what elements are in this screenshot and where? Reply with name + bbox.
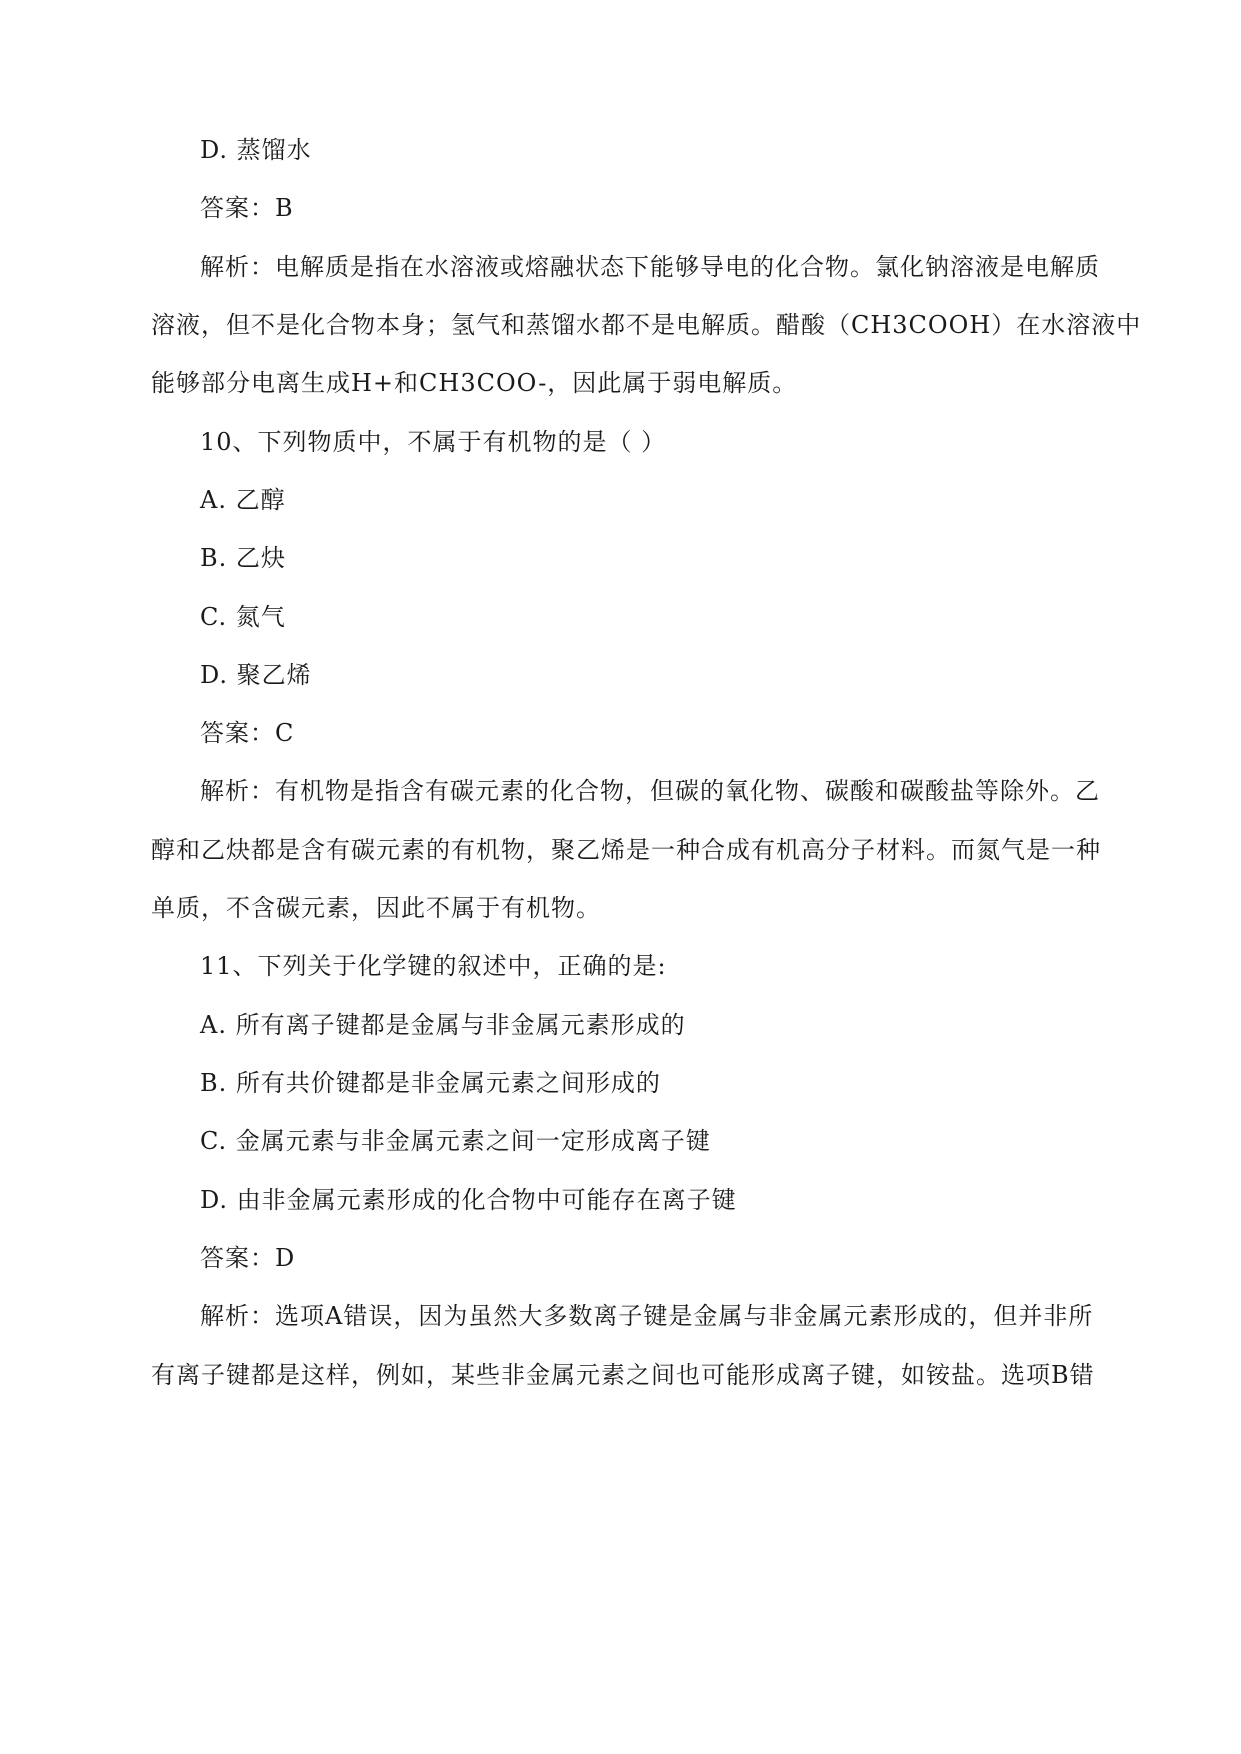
q10-answer: 答案：C <box>200 719 295 747</box>
q11-question: 11、下列关于化学键的叙述中，正确的是: <box>200 952 667 980</box>
q9-explanation-line-3: 能够部分电离生成H+和CH3COO-，因此属于弱电解质。 <box>151 369 798 397</box>
q10-explanation-line-1: 解析：有机物是指含有碳元素的化合物，但碳的氧化物、碳酸和碳酸盐等除外。乙 <box>200 777 1100 805</box>
q10-option-d: D. 聚乙烯 <box>200 661 312 689</box>
q10-explanation-line-3: 单质，不含碳元素，因此不属于有机物。 <box>151 894 601 922</box>
q11-explanation-line-2: 有离子键都是这样，例如，某些非金属元素之间也可能形成离子键，如铵盐。选项B错 <box>151 1361 1095 1389</box>
q10-option-c: C. 氮气 <box>200 603 286 631</box>
q9-option-d: D. 蒸馏水 <box>200 136 312 164</box>
q10-option-b: B. 乙炔 <box>200 544 286 572</box>
q10-question: 10、下列物质中，不属于有机物的是（ ） <box>200 428 667 456</box>
q10-option-a: A. 乙醇 <box>200 486 286 514</box>
q11-option-b: B. 所有共价键都是非金属元素之间形成的 <box>200 1069 661 1097</box>
q9-explanation-line-1: 解析：电解质是指在水溶液或熔融状态下能够导电的化合物。氯化钠溶液是电解质 <box>200 253 1100 281</box>
q11-answer: 答案：D <box>200 1244 296 1272</box>
q9-answer: 答案：B <box>200 194 294 222</box>
q10-explanation-line-2: 醇和乙炔都是含有碳元素的有机物，聚乙烯是一种合成有机高分子材料。而氮气是一种 <box>151 836 1101 864</box>
q11-option-d: D. 由非金属元素形成的化合物中可能存在离子键 <box>200 1186 737 1214</box>
q11-option-c: C. 金属元素与非金属元素之间一定形成离子键 <box>200 1127 711 1155</box>
q11-explanation-line-1: 解析：选项A错误，因为虽然大多数离子键是金属与非金属元素形成的，但并非所 <box>200 1302 1094 1330</box>
q9-explanation-line-2: 溶液，但不是化合物本身；氢气和蒸馏水都不是电解质。醋酸（CH3COOH）在水溶液中 <box>151 311 1142 339</box>
q11-option-a: A. 所有离子键都是金属与非金属元素形成的 <box>200 1011 686 1039</box>
